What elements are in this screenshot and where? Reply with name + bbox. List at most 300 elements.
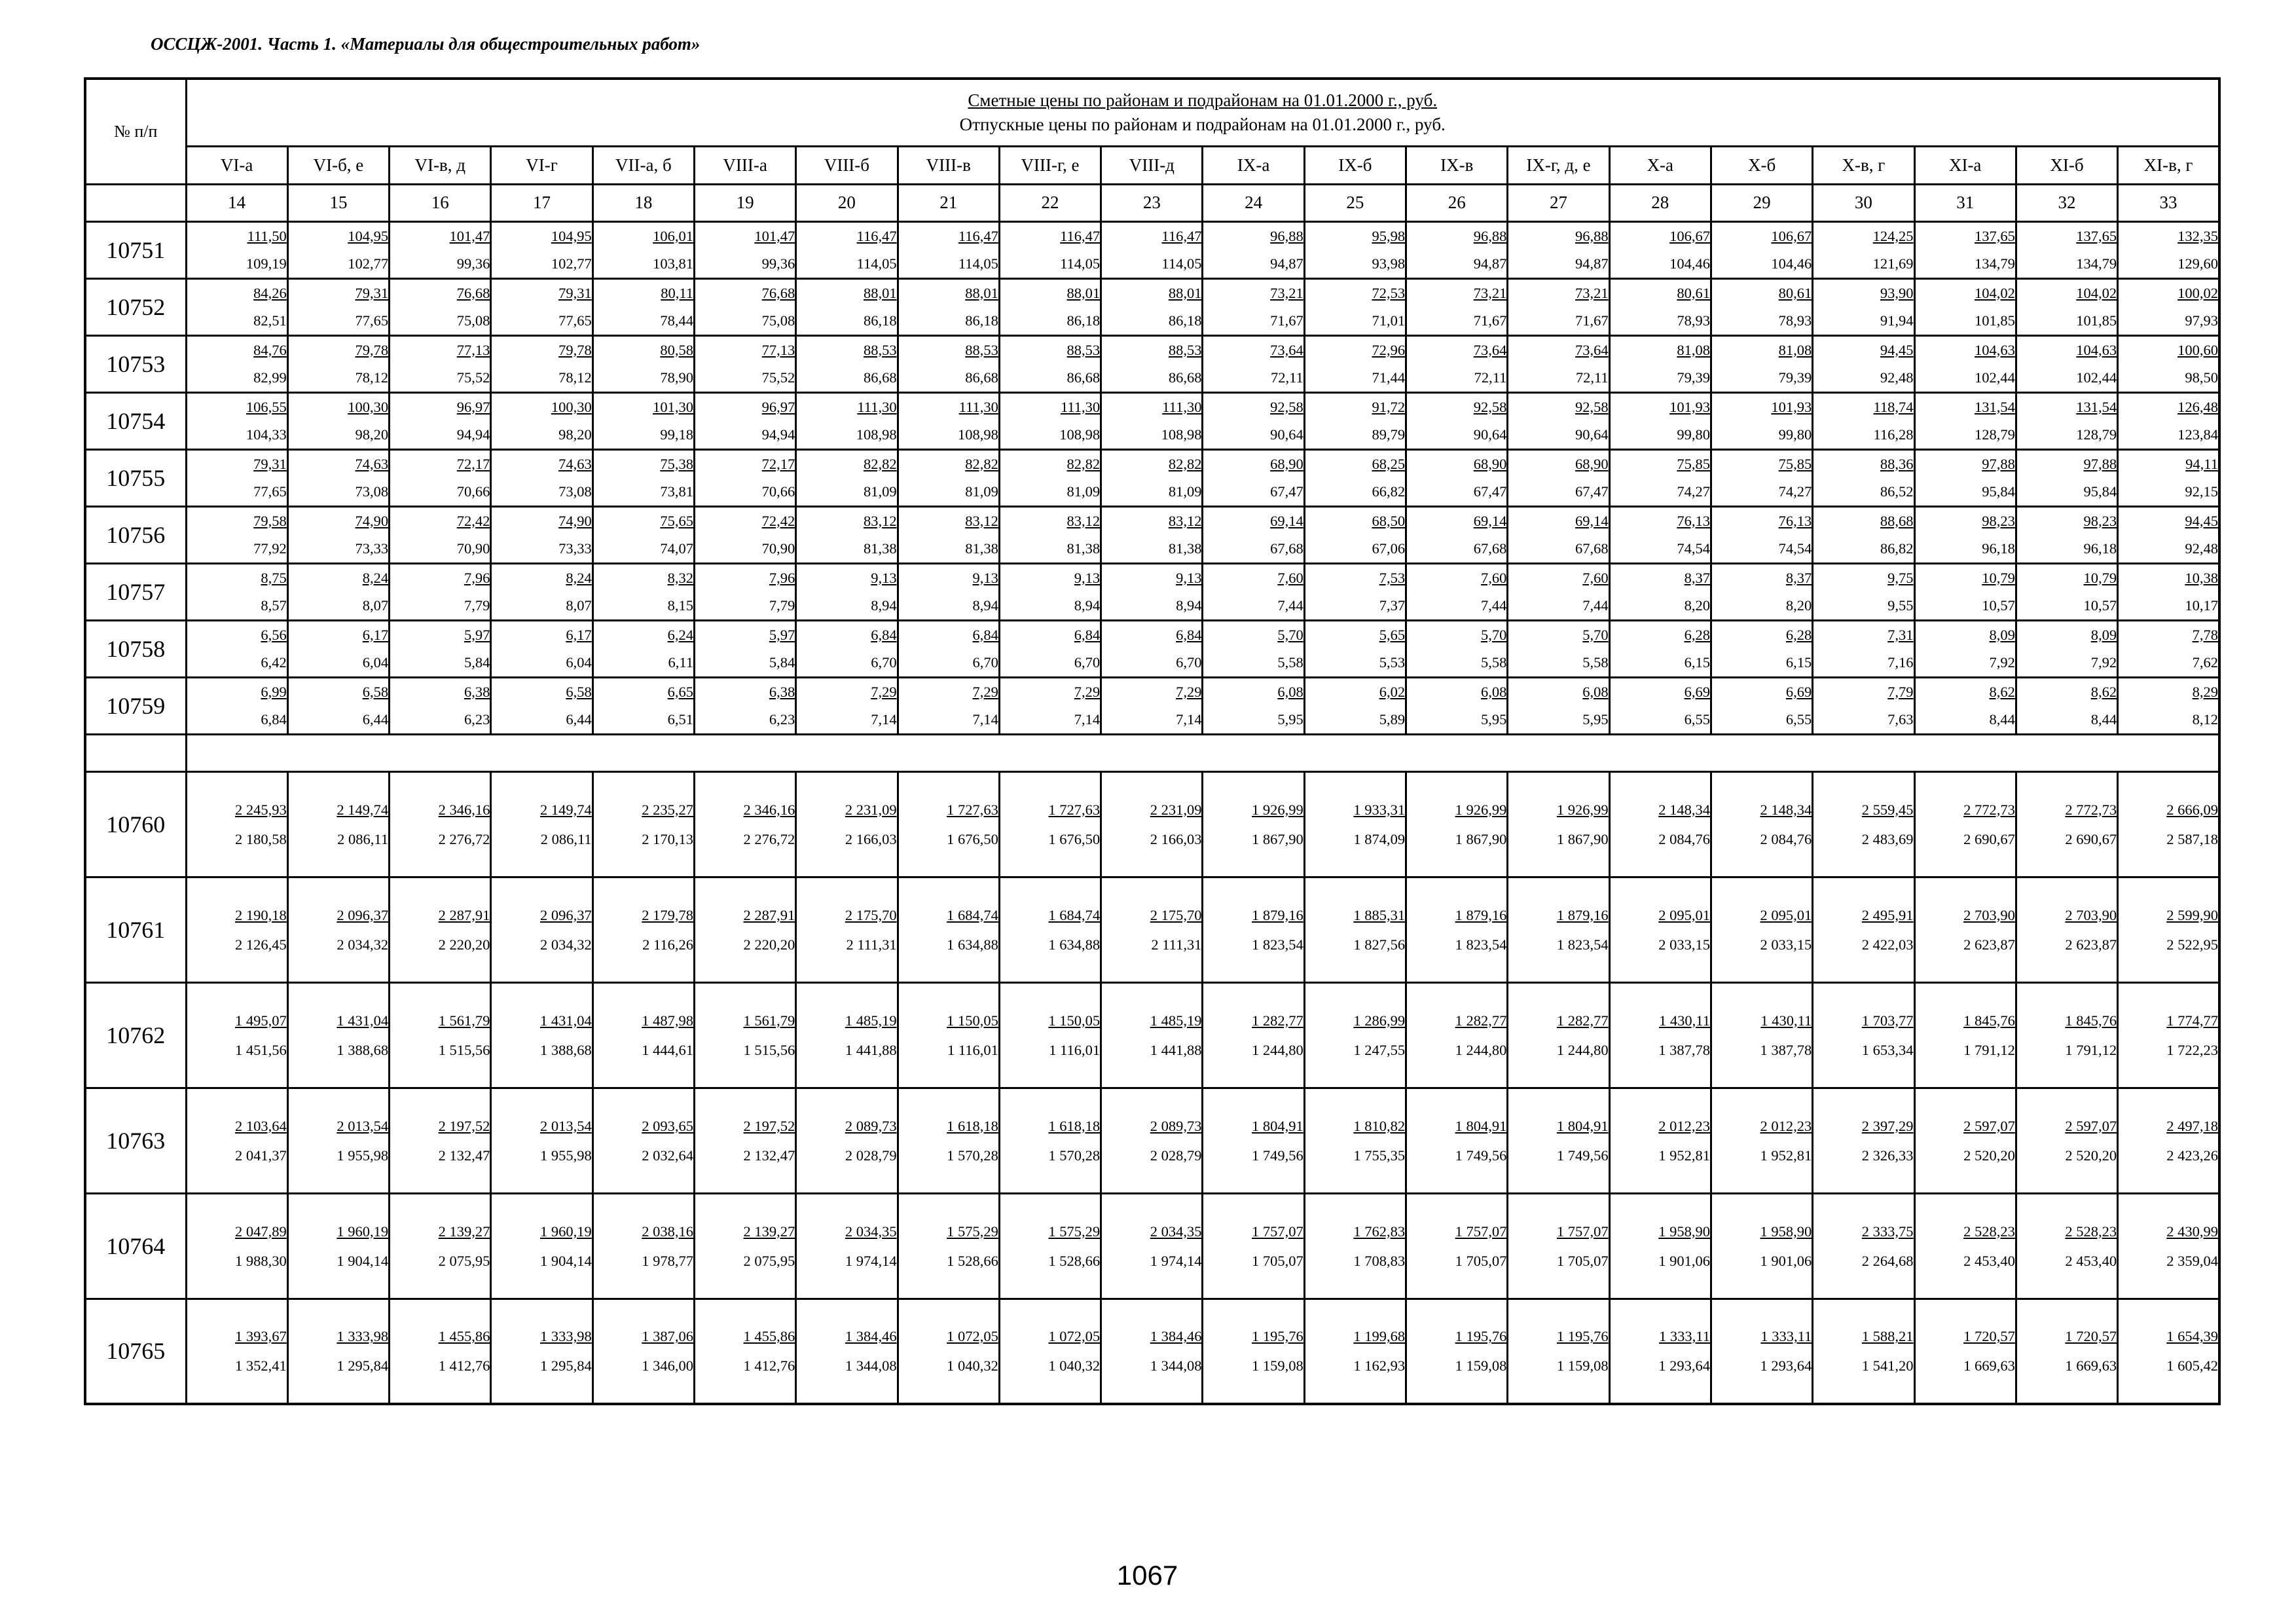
release-price: 1 867,90 — [1556, 830, 1609, 847]
price-cell — [592, 982, 694, 1088]
release-price: 67,47 — [1270, 483, 1303, 500]
blank-cell — [186, 734, 2219, 771]
release-price: 67,06 — [1372, 540, 1406, 557]
estimate-price: 10,38 — [2185, 569, 2218, 586]
price-cell — [1813, 771, 1914, 877]
release-price: 108,98 — [1161, 426, 1202, 443]
estimate-price: 98,23 — [1982, 512, 2015, 529]
price-cell — [1406, 278, 1508, 335]
price-cell — [694, 335, 795, 392]
estimate-price: 6,84 — [972, 626, 998, 643]
estimate-price: 2 095,01 — [1658, 906, 1710, 923]
price-cell — [1101, 392, 1203, 449]
price-cell — [2016, 620, 2117, 677]
column-number: 17 — [491, 184, 592, 221]
price-cell — [390, 506, 491, 563]
price-cell — [1406, 1193, 1508, 1299]
release-price: 92,48 — [2185, 540, 2218, 557]
estimate-price: 2 179,78 — [642, 906, 693, 923]
price-cell — [390, 1299, 491, 1404]
price-cell — [1609, 335, 1711, 392]
estimate-price: 137,65 — [2076, 227, 2117, 244]
estimate-price: 68,90 — [1575, 455, 1609, 472]
release-price: 74,27 — [1677, 483, 1710, 500]
release-price: 7,79 — [769, 597, 795, 614]
price-cell — [1101, 1088, 1203, 1193]
estimate-price: 1 485,19 — [845, 1012, 897, 1029]
estimate-price: 2 346,16 — [743, 801, 795, 818]
price-cell — [1914, 982, 2016, 1088]
price-cell — [1304, 506, 1406, 563]
price-cell — [1406, 620, 1508, 677]
estimate-price: 100,30 — [551, 398, 592, 415]
release-price: 99,18 — [660, 426, 693, 443]
estimate-price: 72,42 — [761, 512, 795, 529]
estimate-price: 73,21 — [1473, 284, 1507, 301]
price-cell — [1203, 1299, 1304, 1404]
price-cell — [2118, 677, 2219, 734]
price-cell — [1203, 278, 1304, 335]
estimate-price: 101,93 — [1669, 398, 1710, 415]
release-price: 1 722,23 — [2166, 1041, 2218, 1058]
release-price: 86,52 — [1880, 483, 1914, 500]
estimate-price: 83,12 — [1168, 512, 1202, 529]
price-cell — [1508, 1299, 1609, 1404]
column-number: 31 — [1914, 184, 2016, 221]
estimate-price: 1 333,11 — [1659, 1328, 1710, 1345]
release-price: 92,15 — [2185, 483, 2218, 500]
release-price: 5,58 — [1480, 654, 1507, 671]
estimate-price: 7,96 — [464, 569, 490, 586]
price-cell — [491, 982, 592, 1088]
release-price: 1 669,63 — [1963, 1357, 2015, 1375]
release-price: 8,15 — [667, 597, 693, 614]
price-cell — [1406, 335, 1508, 392]
price-cell — [1813, 335, 1914, 392]
price-cell — [1101, 1299, 1203, 1404]
price-cell — [287, 1193, 389, 1299]
estimate-price: 2 197,52 — [438, 1117, 490, 1134]
row-code: 10755 — [85, 449, 186, 506]
price-cell — [287, 563, 389, 620]
price-cell — [2016, 392, 2117, 449]
release-price: 1 791,12 — [1963, 1041, 2015, 1058]
price-cell — [694, 221, 795, 278]
estimate-price: 77,13 — [456, 341, 490, 358]
estimate-price: 116,47 — [856, 227, 897, 244]
price-cell — [592, 1299, 694, 1404]
release-price: 1 388,68 — [539, 1041, 592, 1058]
price-cell — [2016, 877, 2117, 982]
release-price: 114,05 — [1161, 255, 1202, 272]
price-cell — [491, 221, 592, 278]
estimate-price: 8,24 — [362, 569, 389, 586]
release-price: 1 528,66 — [947, 1252, 998, 1269]
price-cell — [898, 982, 999, 1088]
price-cell — [1914, 1299, 2016, 1404]
price-cell — [287, 335, 389, 392]
estimate-price: 1 072,05 — [1048, 1328, 1101, 1345]
price-cell — [1914, 1193, 2016, 1299]
price-cell — [2016, 1193, 2117, 1299]
estimate-price: 2 013,54 — [337, 1117, 389, 1134]
estimate-price: 74,63 — [355, 455, 389, 472]
estimate-price: 111,30 — [1162, 398, 1202, 415]
estimate-price: 2 772,73 — [2065, 801, 2117, 818]
release-price: 90,64 — [1473, 426, 1507, 443]
price-cell — [1203, 877, 1304, 982]
estimate-price: 82,82 — [965, 455, 998, 472]
estimate-price: 1 762,83 — [1353, 1223, 1406, 1240]
price-cell — [2118, 506, 2219, 563]
price-cell — [1914, 392, 2016, 449]
price-cell — [1406, 771, 1508, 877]
price-cell — [999, 392, 1101, 449]
row-code: 10763 — [85, 1088, 186, 1193]
estimate-price: 1 384,46 — [845, 1328, 897, 1345]
price-cell — [1508, 335, 1609, 392]
release-price: 1 515,56 — [743, 1041, 795, 1058]
release-price: 1 451,56 — [235, 1041, 287, 1058]
row-code: 10753 — [85, 335, 186, 392]
release-price: 114,05 — [958, 255, 998, 272]
release-price: 73,81 — [660, 483, 693, 500]
price-cell — [1508, 677, 1609, 734]
estimate-price: 1 195,76 — [1455, 1328, 1507, 1345]
row-code: 10751 — [85, 221, 186, 278]
estimate-price: 77,13 — [761, 341, 795, 358]
table-row — [85, 620, 2219, 677]
price-cell — [1101, 771, 1203, 877]
release-price: 1 605,42 — [2166, 1357, 2218, 1375]
release-price: 1 116,01 — [947, 1041, 998, 1058]
estimate-price: 2 175,70 — [1150, 906, 1202, 923]
release-price: 67,68 — [1473, 540, 1507, 557]
price-cell — [1711, 620, 1812, 677]
estimate-price: 1 757,07 — [1556, 1223, 1609, 1240]
estimate-price: 7,31 — [1887, 626, 1914, 643]
estimate-price: 6,69 — [1684, 683, 1710, 700]
price-cell — [2016, 335, 2117, 392]
release-price: 2 028,79 — [1150, 1147, 1202, 1164]
price-cell — [1304, 982, 1406, 1088]
price-cell — [1101, 563, 1203, 620]
estimate-price: 83,12 — [1066, 512, 1101, 529]
estimate-price: 68,50 — [1372, 512, 1406, 529]
region-header: XI-в, г — [2118, 146, 2219, 184]
release-price: 94,94 — [456, 426, 490, 443]
column-number: 23 — [1101, 184, 1203, 221]
estimate-price: 9,13 — [972, 569, 998, 586]
release-price: 75,08 — [456, 312, 490, 329]
release-price: 8,44 — [1989, 710, 2015, 728]
release-price: 1 387,78 — [1658, 1041, 1710, 1058]
release-price: 2 132,47 — [743, 1147, 795, 1164]
price-cell — [491, 563, 592, 620]
table-row — [85, 563, 2219, 620]
release-price: 90,64 — [1575, 426, 1609, 443]
price-cell — [1508, 221, 1609, 278]
estimate-price: 75,85 — [1677, 455, 1710, 472]
release-price: 1 791,12 — [2065, 1041, 2117, 1058]
release-price: 6,51 — [667, 710, 693, 728]
release-price: 7,63 — [1887, 710, 1914, 728]
estimate-price: 69,14 — [1270, 512, 1303, 529]
estimate-price: 73,21 — [1575, 284, 1609, 301]
price-cell — [592, 392, 694, 449]
release-price: 1 346,00 — [642, 1357, 693, 1375]
price-cell — [1813, 982, 1914, 1088]
release-price: 2 166,03 — [1150, 830, 1202, 847]
release-price: 5,95 — [1480, 710, 1507, 728]
column-number: 24 — [1203, 184, 1304, 221]
estimate-price: 76,68 — [456, 284, 490, 301]
price-cell — [1609, 677, 1711, 734]
price-cell — [287, 1299, 389, 1404]
price-cell — [1508, 1193, 1609, 1299]
estimate-price: 7,79 — [1887, 683, 1914, 700]
estimate-price: 93,90 — [1880, 284, 1914, 301]
row-code: 10756 — [85, 506, 186, 563]
table-row — [85, 278, 2219, 335]
estimate-price: 10,79 — [1982, 569, 2015, 586]
release-price: 1 749,56 — [1455, 1147, 1507, 1164]
release-price: 2 084,76 — [1658, 830, 1710, 847]
table-row — [85, 877, 2219, 982]
price-cell — [1609, 877, 1711, 982]
estimate-price: 2 148,34 — [1658, 801, 1710, 818]
price-cell — [898, 335, 999, 392]
estimate-price: 100,30 — [348, 398, 389, 415]
release-price: 10,17 — [2185, 597, 2218, 614]
price-cell — [999, 620, 1101, 677]
release-price: 1 901,06 — [1658, 1252, 1710, 1269]
release-price: 71,67 — [1270, 312, 1303, 329]
release-price: 2 075,95 — [438, 1252, 490, 1269]
table-row — [85, 1299, 2219, 1404]
price-cell — [390, 392, 491, 449]
estimate-price: 92,58 — [1575, 398, 1609, 415]
release-price: 128,79 — [1974, 426, 2015, 443]
estimate-price: 6,99 — [261, 683, 287, 700]
release-price: 82,51 — [253, 312, 287, 329]
estimate-price: 73,21 — [1270, 284, 1303, 301]
release-price: 1 515,56 — [438, 1041, 490, 1058]
estimate-price: 2 333,75 — [1861, 1223, 1914, 1240]
column-number: 20 — [796, 184, 898, 221]
price-cell — [287, 677, 389, 734]
release-price: 1 705,07 — [1252, 1252, 1303, 1269]
price-cell — [796, 449, 898, 506]
price-cell — [1609, 506, 1711, 563]
estimate-price: 92,58 — [1473, 398, 1507, 415]
estimate-price: 88,01 — [965, 284, 998, 301]
price-cell — [1508, 982, 1609, 1088]
estimate-price: 1 199,68 — [1353, 1328, 1406, 1345]
price-cell — [1406, 1299, 1508, 1404]
price-cell — [1609, 620, 1711, 677]
price-cell — [796, 221, 898, 278]
release-price: 1 441,88 — [1150, 1041, 1202, 1058]
price-cell — [999, 335, 1101, 392]
estimate-price: 2 597,07 — [1963, 1117, 2015, 1134]
estimate-price: 6,17 — [566, 626, 592, 643]
price-cell — [186, 1299, 287, 1404]
release-price: 89,79 — [1372, 426, 1406, 443]
estimate-price: 98,23 — [2083, 512, 2117, 529]
estimate-price: 1 933,31 — [1353, 801, 1406, 818]
estimate-price: 75,65 — [660, 512, 693, 529]
estimate-price: 1 431,04 — [337, 1012, 389, 1029]
region-header: X-в, г — [1813, 146, 1914, 184]
price-cell — [287, 506, 389, 563]
column-number: 29 — [1711, 184, 1812, 221]
estimate-price: 1 333,98 — [337, 1328, 389, 1345]
estimate-price: 68,90 — [1270, 455, 1303, 472]
estimate-price: 9,75 — [1887, 569, 1914, 586]
estimate-price: 1 757,07 — [1252, 1223, 1303, 1240]
estimate-price: 2 235,27 — [642, 801, 693, 818]
estimate-price: 73,64 — [1575, 341, 1609, 358]
release-price: 6,55 — [1785, 710, 1812, 728]
price-cell — [999, 278, 1101, 335]
estimate-price: 7,60 — [1480, 569, 1507, 586]
release-price: 1 676,50 — [1048, 830, 1101, 847]
estimate-price: 1 703,77 — [1861, 1012, 1914, 1029]
estimate-price: 5,70 — [1480, 626, 1507, 643]
release-price: 66,82 — [1372, 483, 1406, 500]
release-price: 1 705,07 — [1556, 1252, 1609, 1269]
release-price: 90,64 — [1270, 426, 1303, 443]
release-price: 81,38 — [863, 540, 897, 557]
price-cell — [491, 1088, 592, 1193]
estimate-price: 1 960,19 — [337, 1223, 389, 1240]
estimate-price: 1 333,11 — [1760, 1328, 1812, 1345]
column-number-blank — [85, 184, 186, 221]
estimate-price: 126,48 — [2178, 398, 2218, 415]
estimate-price: 76,13 — [1677, 512, 1710, 529]
price-cell — [1406, 677, 1508, 734]
estimate-price: 8,62 — [2090, 683, 2117, 700]
release-price: 1 867,90 — [1455, 830, 1507, 847]
rownum-header: № п/п — [85, 79, 186, 184]
release-price: 6,23 — [464, 710, 490, 728]
estimate-price: 74,90 — [558, 512, 592, 529]
price-cell — [1203, 1193, 1304, 1299]
estimate-price: 68,90 — [1473, 455, 1507, 472]
release-price: 134,79 — [1974, 255, 2015, 272]
price-cell — [1914, 335, 2016, 392]
release-price: 79,39 — [1677, 369, 1710, 386]
estimate-price: 88,53 — [1066, 341, 1101, 358]
release-price: 1 295,84 — [539, 1357, 592, 1375]
price-cell — [592, 620, 694, 677]
release-price: 1 974,14 — [1150, 1252, 1202, 1269]
release-price: 8,44 — [2090, 710, 2117, 728]
price-cell — [287, 392, 389, 449]
column-number: 33 — [2118, 184, 2219, 221]
price-cell — [1711, 771, 1812, 877]
region-header: VI-б, е — [287, 146, 389, 184]
estimate-price: 76,13 — [1778, 512, 1812, 529]
price-cell — [796, 1299, 898, 1404]
release-price: 2 623,87 — [1963, 936, 2015, 953]
estimate-price: 1 804,91 — [1252, 1117, 1303, 1134]
estimate-price: 2 703,90 — [1963, 906, 2015, 923]
price-cell — [1914, 449, 2016, 506]
release-price: 128,79 — [2076, 426, 2117, 443]
price-cell — [1813, 392, 1914, 449]
price-cell — [796, 392, 898, 449]
release-price: 7,14 — [1176, 710, 1202, 728]
price-cell — [390, 982, 491, 1088]
estimate-price: 2 139,27 — [743, 1223, 795, 1240]
estimate-price: 72,17 — [761, 455, 795, 472]
column-number: 14 — [186, 184, 287, 221]
release-price: 86,68 — [1066, 369, 1101, 386]
release-price: 5,95 — [1582, 710, 1609, 728]
release-price: 86,18 — [863, 312, 897, 329]
release-price: 86,18 — [1066, 312, 1101, 329]
price-cell — [186, 449, 287, 506]
release-price: 1 634,88 — [947, 936, 998, 953]
estimate-price: 72,53 — [1372, 284, 1406, 301]
estimate-price: 1 879,16 — [1252, 906, 1303, 923]
estimate-price: 2 666,09 — [2166, 801, 2218, 818]
price-cell — [694, 677, 795, 734]
price-cell — [999, 877, 1101, 982]
price-cell — [1304, 449, 1406, 506]
region-header: VI-г — [491, 146, 592, 184]
release-price: 81,09 — [863, 483, 897, 500]
release-price: 71,01 — [1372, 312, 1406, 329]
estimate-price: 88,68 — [1880, 512, 1914, 529]
release-price: 5,53 — [1379, 654, 1406, 671]
estimate-price: 96,97 — [456, 398, 490, 415]
release-price: 6,04 — [362, 654, 389, 671]
price-cell — [1406, 449, 1508, 506]
estimate-price: 10,79 — [2083, 569, 2117, 586]
estimate-price: 1 720,57 — [2065, 1328, 2117, 1345]
estimate-price: 1 485,19 — [1150, 1012, 1202, 1029]
estimate-price: 132,35 — [2178, 227, 2218, 244]
estimate-price: 6,02 — [1379, 683, 1406, 700]
release-price: 2 690,67 — [1963, 830, 2015, 847]
release-price: 1 293,64 — [1760, 1357, 1812, 1375]
price-cell — [2118, 982, 2219, 1088]
estimate-price: 5,97 — [769, 626, 795, 643]
table-row — [85, 982, 2219, 1088]
estimate-price: 1 286,99 — [1353, 1012, 1406, 1029]
estimate-price: 111,30 — [857, 398, 897, 415]
release-price: 1 827,56 — [1353, 936, 1406, 953]
estimate-price: 80,61 — [1778, 284, 1812, 301]
estimate-price: 1 487,98 — [642, 1012, 693, 1029]
price-cell — [1406, 221, 1508, 278]
estimate-price: 8,29 — [2192, 683, 2218, 700]
estimate-price: 101,47 — [449, 227, 490, 244]
column-number: 18 — [592, 184, 694, 221]
price-cell — [186, 877, 287, 982]
price-cell — [1508, 278, 1609, 335]
estimate-price: 1 195,76 — [1556, 1328, 1609, 1345]
estimate-price: 2 245,93 — [235, 801, 287, 818]
release-price: 7,14 — [871, 710, 897, 728]
release-price: 7,14 — [1074, 710, 1101, 728]
release-price: 6,70 — [871, 654, 897, 671]
price-cell — [1508, 392, 1609, 449]
region-header: VIII-а — [694, 146, 795, 184]
